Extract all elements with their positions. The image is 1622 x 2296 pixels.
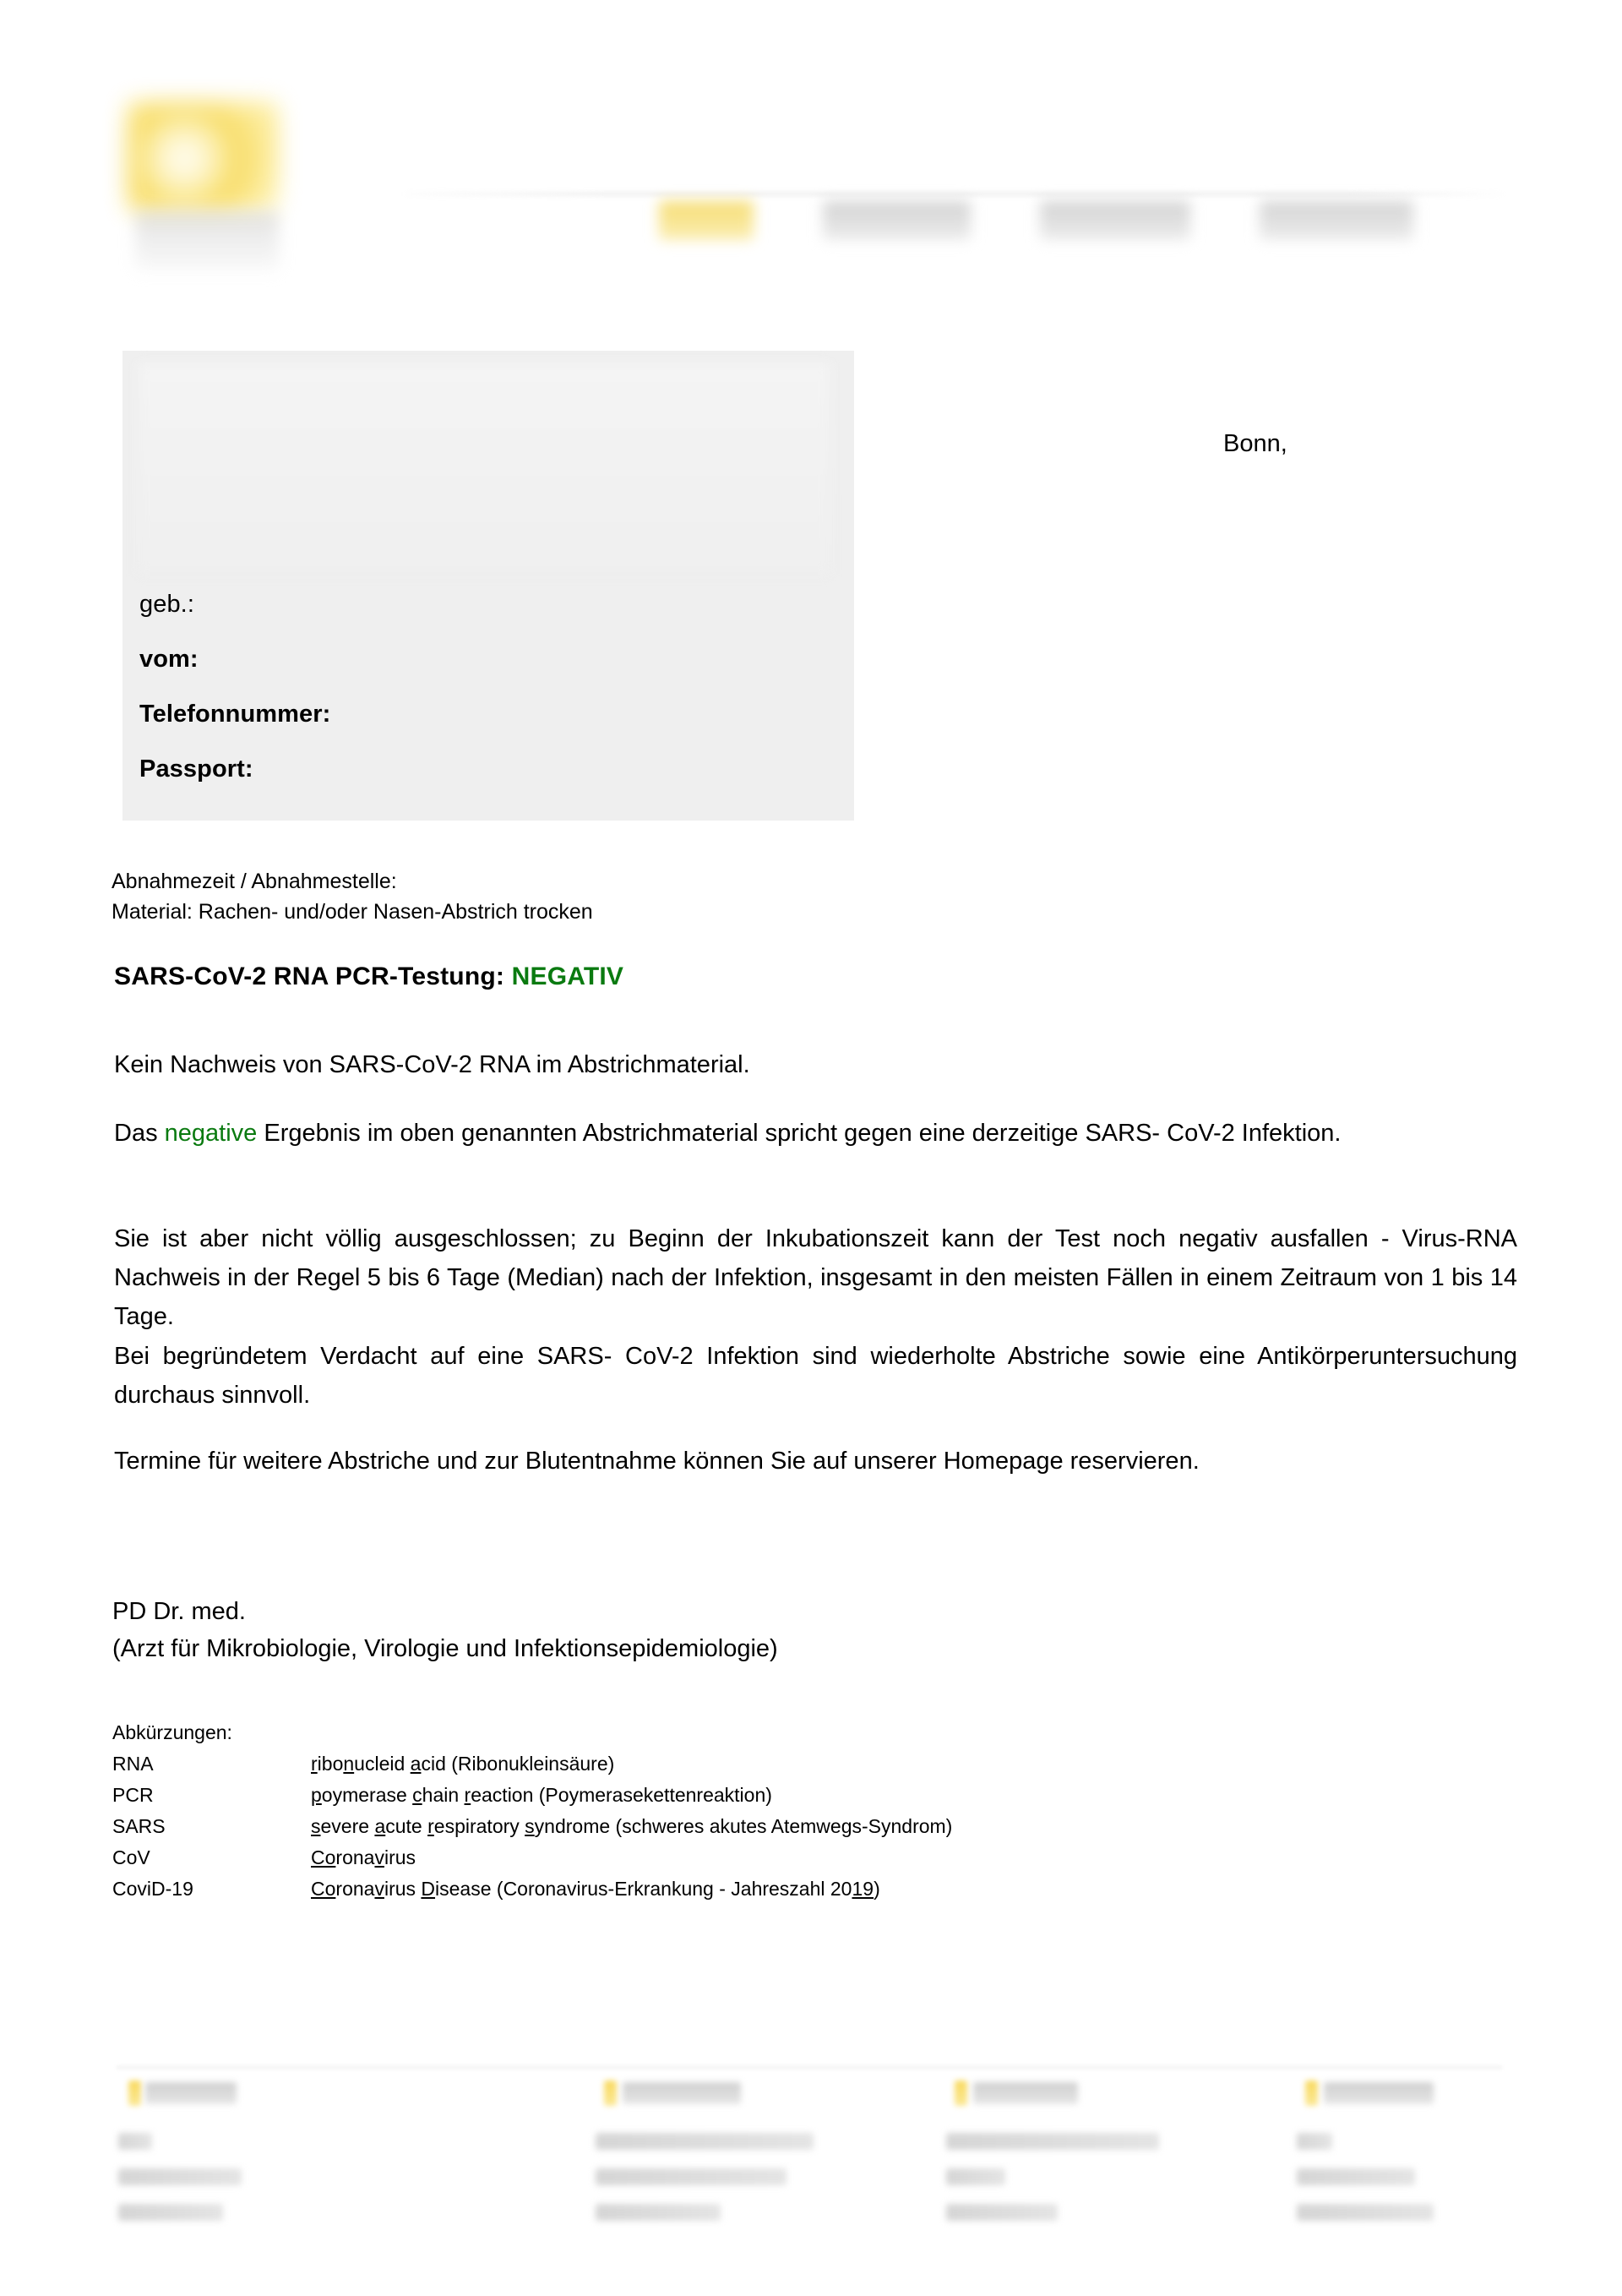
paragraph-appointments: Termine für weitere Abstriche und zur Blutentnahme können Sie auf unserer Homepage reservieren. bbox=[114, 1448, 1200, 1475]
patient-field-vom: vom: bbox=[139, 646, 199, 673]
abbreviation-key: CoviD-19 bbox=[112, 1878, 193, 1900]
footer-line bbox=[596, 2133, 814, 2150]
paragraph-negative-result bbox=[114, 1114, 1517, 1153]
footer-column-lines bbox=[118, 2133, 469, 2239]
abbreviations-section bbox=[112, 1717, 952, 1905]
footer-line bbox=[1297, 2168, 1415, 2185]
city-and-date: Bonn, bbox=[1223, 430, 1287, 457]
status-badge: NEGATIV bbox=[511, 963, 624, 990]
header-divider bbox=[406, 193, 1504, 195]
nav-item-0[interactable] bbox=[659, 201, 754, 240]
laboratory-logo-wordmark bbox=[135, 211, 279, 270]
footer-line bbox=[118, 2168, 242, 2185]
collection-time-label: Abnahmezeit / Abnahmestelle: bbox=[112, 870, 397, 893]
abbreviation-key: SARS bbox=[112, 1815, 166, 1837]
abbreviation-key: CoV bbox=[112, 1846, 150, 1868]
paragraph-repeat-testing: Bei begründetem Verdacht auf eine SARS- CoV-2 Infektion sind wiederholte Abstriche sowie eine Antikörperuntersuchung durchaus sinnvoll. bbox=[114, 1343, 1517, 1409]
location-pin-icon bbox=[128, 2081, 141, 2106]
abbreviation-value: Coronavirus bbox=[311, 1846, 416, 1868]
nav-item-3[interactable] bbox=[1260, 201, 1413, 240]
footer-line bbox=[118, 2204, 223, 2221]
footer-line bbox=[946, 2204, 1058, 2221]
abbreviations-list bbox=[112, 1748, 952, 1905]
patient-field-telefonnummer: Telefonnummer: bbox=[139, 701, 331, 728]
footer-line bbox=[946, 2133, 1159, 2150]
abbreviation-row-covid19 bbox=[112, 1873, 952, 1905]
patient-field-passport: Passport: bbox=[139, 755, 253, 783]
abbreviation-value: poymerase chain reaction (Poymerasekettenreaktion) bbox=[311, 1784, 772, 1806]
footer-line bbox=[1297, 2133, 1332, 2150]
abbreviation-value: severe acute respiratory syndrome (schweres akutes Atemwegs-Syndrom) bbox=[311, 1815, 953, 1837]
paragraph-no-detection: Kein Nachweis von SARS-CoV-2 RNA im Abstrichmaterial. bbox=[114, 1051, 750, 1078]
abbreviation-row-rna bbox=[112, 1748, 952, 1780]
abbreviations-title: Abkürzungen: bbox=[112, 1721, 232, 1743]
paragraph-negative-keyword: negative bbox=[164, 1120, 258, 1147]
location-pin-icon bbox=[1305, 2081, 1318, 2106]
footer-line bbox=[118, 2133, 152, 2150]
footer-column-title bbox=[623, 2082, 741, 2104]
footer-line bbox=[1297, 2204, 1434, 2221]
patient-details-box bbox=[122, 351, 854, 821]
abbreviation-key: PCR bbox=[112, 1784, 154, 1806]
signature-name: PD Dr. med. bbox=[112, 1598, 246, 1625]
patient-name-redaction bbox=[138, 363, 830, 574]
paragraph-incubation-note: Sie ist aber nicht völlig ausgeschlossen; zu Beginn der Inkubationszeit kann der Test noch negativ ausfallen - Virus-RNA Nachweis in der Regel 5 bis 6 Tage (Median) nach der Infektion, insgesamt in den meisten Fällen in einem Zeitraum von 1 bis 14 Tage. bbox=[114, 1225, 1517, 1330]
patient-field-list bbox=[139, 577, 832, 797]
abbreviation-row-sars bbox=[112, 1811, 952, 1842]
footer-column-lines bbox=[1297, 2133, 1525, 2239]
page-header bbox=[0, 0, 1622, 304]
material-line: Material: Rachen- und/oder Nasen-Abstrich trocken bbox=[112, 900, 593, 924]
footer-column-title bbox=[1324, 2082, 1434, 2104]
paragraph-negative-before: Das bbox=[114, 1120, 165, 1147]
abbreviation-value: Coronavirus Disease (Coronavirus-Erkrankung - Jahreszahl 2019) bbox=[311, 1878, 880, 1900]
header-navigation[interactable] bbox=[659, 201, 1529, 254]
patient-field-geburtsdatum: geb.: bbox=[139, 591, 194, 618]
test-result-headline bbox=[114, 963, 623, 991]
footer-column-lines bbox=[946, 2133, 1174, 2239]
footer-divider bbox=[117, 2066, 1502, 2069]
signature-title: (Arzt für Mikrobiologie, Virologie und Infektionsepidemiologie) bbox=[112, 1635, 778, 1662]
abbreviation-row-pcr bbox=[112, 1780, 952, 1811]
footer-line bbox=[946, 2168, 1005, 2185]
location-pin-icon bbox=[955, 2081, 967, 2106]
footer-column-title bbox=[973, 2082, 1078, 2104]
collection-info bbox=[112, 866, 1548, 927]
abbreviation-value: ribonucleid acid (Ribonukleinsäure) bbox=[311, 1753, 615, 1775]
footer-line bbox=[596, 2204, 721, 2221]
test-result-label: SARS-CoV-2 RNA PCR-Testung: bbox=[114, 963, 505, 990]
footer-column-lines bbox=[596, 2133, 824, 2239]
abbreviation-row-cov bbox=[112, 1842, 952, 1873]
abbreviation-key: RNA bbox=[112, 1753, 154, 1775]
paragraph-negative-after: Ergebnis im oben genannten Abstrichmaterial spricht gegen eine derzeitige SARS- CoV-2 Infektion. bbox=[257, 1120, 1342, 1147]
signature-block bbox=[112, 1593, 778, 1667]
footer-column-title bbox=[145, 2082, 237, 2104]
laboratory-logo-icon[interactable] bbox=[127, 101, 279, 211]
nav-item-2[interactable] bbox=[1040, 201, 1190, 240]
location-pin-icon bbox=[604, 2081, 617, 2106]
nav-item-1[interactable] bbox=[823, 201, 971, 240]
footer-line bbox=[596, 2168, 787, 2185]
